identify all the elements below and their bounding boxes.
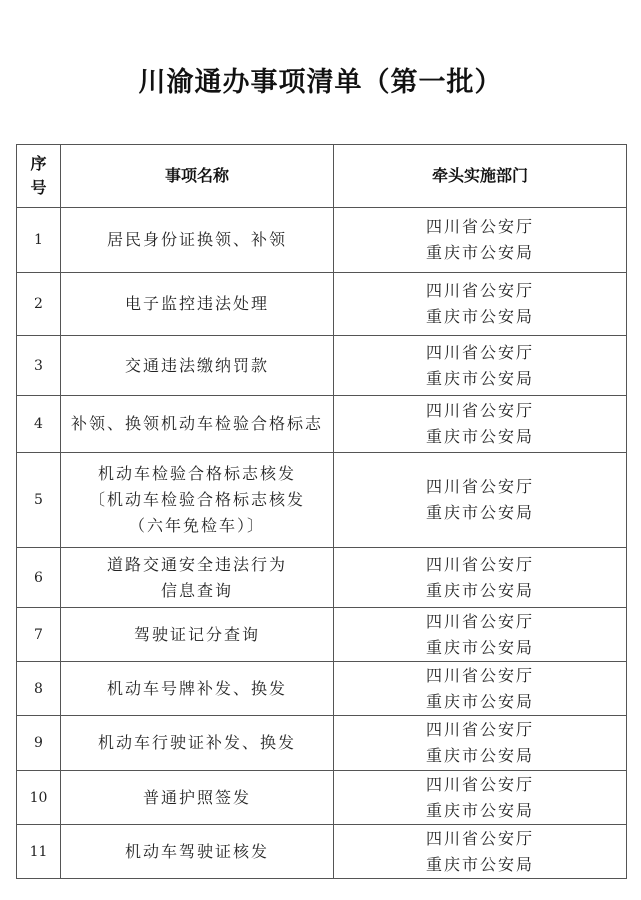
lead-department bbox=[334, 273, 627, 336]
row-number: 3 bbox=[17, 336, 61, 396]
item-name bbox=[61, 336, 334, 396]
department-name: 重庆市公安局 bbox=[425, 746, 534, 765]
table-row bbox=[17, 453, 627, 548]
table-row bbox=[17, 716, 627, 771]
department-name: 四川省公安厅 bbox=[425, 401, 534, 420]
lead-department bbox=[334, 771, 627, 825]
department-name: 四川省公安厅 bbox=[425, 281, 534, 300]
item-name-line: 〔机动车检验合格标志核发 bbox=[88, 490, 305, 509]
row-number: 2 bbox=[17, 273, 61, 336]
lead-department bbox=[334, 453, 627, 548]
department-name: 四川省公安厅 bbox=[425, 477, 534, 496]
department-name: 四川省公安厅 bbox=[425, 342, 534, 362]
item-name bbox=[61, 273, 334, 336]
department-name: 重庆市公安局 bbox=[425, 307, 534, 326]
table-row bbox=[17, 771, 627, 825]
row-number: 11 bbox=[17, 825, 61, 879]
table-row bbox=[17, 548, 627, 608]
row-number: 8 bbox=[17, 662, 61, 716]
lead-department bbox=[334, 548, 627, 608]
row-number: 4 bbox=[17, 396, 61, 453]
lead-department bbox=[334, 716, 627, 771]
department-name: 重庆市公安局 bbox=[425, 691, 534, 711]
department-name: 重庆市公安局 bbox=[425, 243, 534, 262]
department-name: 重庆市公安局 bbox=[425, 427, 534, 446]
department-name: 四川省公安厅 bbox=[425, 828, 534, 848]
row-number: 5 bbox=[17, 453, 61, 548]
item-name-line: 驾驶证记分查询 bbox=[133, 624, 260, 644]
lead-department bbox=[334, 825, 627, 879]
table-row bbox=[17, 662, 627, 716]
department-name: 重庆市公安局 bbox=[425, 637, 534, 657]
table-row bbox=[17, 608, 627, 662]
row-number: 9 bbox=[17, 716, 61, 771]
item-name bbox=[61, 453, 334, 548]
lead-department bbox=[334, 336, 627, 396]
table-row bbox=[17, 273, 627, 336]
table-header-row bbox=[17, 145, 627, 208]
item-name bbox=[61, 608, 334, 662]
item-name bbox=[61, 825, 334, 879]
items-table bbox=[16, 144, 627, 879]
item-name-line: 机动车行驶证补发、换发 bbox=[97, 733, 296, 752]
department-name: 四川省公安厅 bbox=[425, 554, 534, 574]
row-number: 10 bbox=[17, 771, 61, 825]
item-name-line: 补领、换领机动车检验合格标志 bbox=[70, 414, 323, 433]
item-name-line: 道路交通安全违法行为 bbox=[106, 554, 287, 574]
item-name bbox=[61, 396, 334, 453]
department-name: 重庆市公安局 bbox=[425, 503, 534, 522]
table-row bbox=[17, 336, 627, 396]
item-name-line: 交通违法缴纳罚款 bbox=[124, 355, 269, 375]
department-name: 四川省公安厅 bbox=[425, 665, 534, 685]
item-name-line: 居民身份证换领、补领 bbox=[106, 230, 287, 249]
department-name: 四川省公安厅 bbox=[425, 720, 534, 739]
lead-department bbox=[334, 208, 627, 273]
lead-department bbox=[334, 396, 627, 453]
item-name-line: （六年免检车）〕 bbox=[128, 516, 265, 535]
header-lead-department: 牵头实施部门 bbox=[334, 145, 627, 208]
table-row bbox=[17, 208, 627, 273]
header-serial-number: 序 号 bbox=[17, 145, 61, 208]
header-item-name: 事项名称 bbox=[61, 145, 334, 208]
lead-department bbox=[334, 608, 627, 662]
item-name-line: 电子监控违法处理 bbox=[124, 294, 269, 313]
item-name-line: 机动车驾驶证核发 bbox=[124, 841, 269, 861]
row-number: 1 bbox=[17, 208, 61, 273]
item-name-line: 普通护照签发 bbox=[142, 787, 251, 807]
table-row bbox=[17, 396, 627, 453]
item-name-line: 机动车检验合格标志核发 bbox=[97, 464, 296, 483]
table-row bbox=[17, 825, 627, 879]
department-name: 重庆市公安局 bbox=[425, 800, 534, 820]
item-name bbox=[61, 548, 334, 608]
item-name bbox=[61, 771, 334, 825]
item-name bbox=[61, 208, 334, 273]
row-number: 7 bbox=[17, 608, 61, 662]
item-name bbox=[61, 716, 334, 771]
department-name: 重庆市公安局 bbox=[425, 854, 534, 874]
item-name-line: 机动车号牌补发、换发 bbox=[106, 678, 287, 698]
department-name: 重庆市公安局 bbox=[425, 368, 534, 388]
document-title: 川渝通办事项清单（第一批） bbox=[138, 67, 503, 98]
department-name: 四川省公安厅 bbox=[425, 217, 534, 236]
department-name: 四川省公安厅 bbox=[425, 774, 534, 794]
item-name bbox=[61, 662, 334, 716]
department-name: 重庆市公安局 bbox=[425, 580, 534, 600]
lead-department bbox=[334, 662, 627, 716]
item-name-line: 信息查询 bbox=[160, 580, 233, 600]
department-name: 四川省公安厅 bbox=[425, 611, 534, 631]
row-number: 6 bbox=[17, 548, 61, 608]
